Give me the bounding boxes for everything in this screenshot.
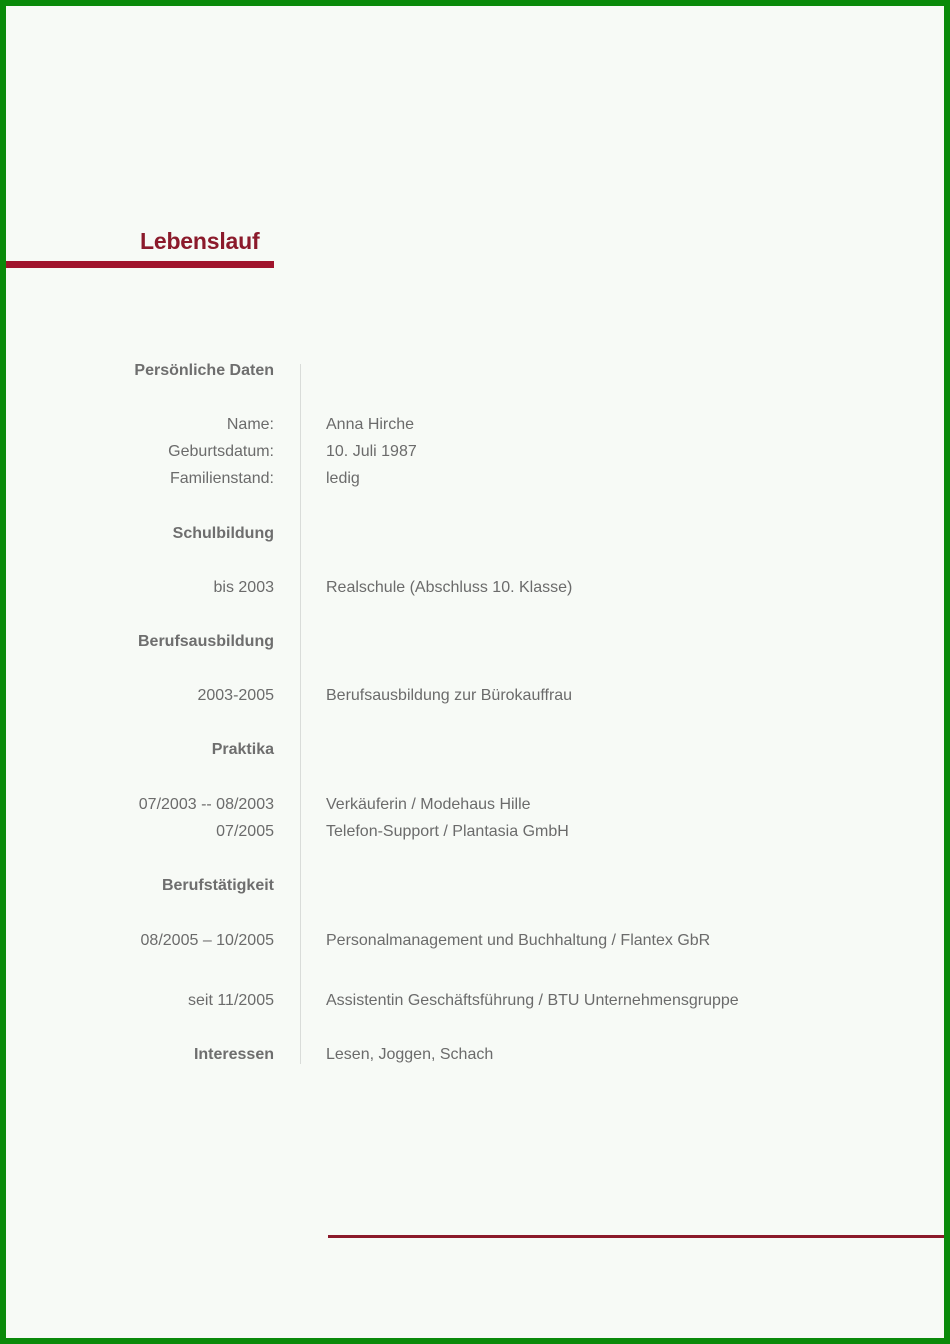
section-interests [6,1044,944,1066]
cv-page [6,6,944,1338]
entry-text: Personalmanagement und Buchhaltung / Flantex GbR [326,932,711,949]
title-underline [6,261,274,268]
name-label: Name: [226,416,274,433]
section-heading: Berufsausbildung [137,633,274,650]
section-heading: Praktika [211,741,274,758]
entry-text: Realschule (Abschluss 10. Klasse) [326,579,573,596]
entry-date: 07/2003 -- 08/2003 [138,796,274,813]
status-value: ledig [326,470,360,487]
entry-date: 08/2005 – 10/2005 [140,932,274,949]
section-employment [6,875,944,897]
section-internships [6,739,944,761]
entry-text: Berufsausbildung zur Bürokauffrau [326,687,573,704]
birth-value: 10. Juli 1987 [326,443,417,460]
section-heading: Persönliche Daten [134,362,274,379]
status-label: Familienstand: [169,470,274,487]
school-entry-row [6,577,944,599]
section-school [6,523,944,545]
section-personal-data [6,360,944,382]
interests-text: Lesen, Joggen, Schach [326,1046,494,1063]
section-heading: Schulbildung [172,525,274,542]
internship-entry-row [6,821,944,843]
entry-date: seit 11/2005 [188,992,274,1009]
entry-date: 2003-2005 [197,687,274,704]
personal-status-row [6,468,944,490]
employment-entry-row [6,930,944,952]
entry-text: Verkäuferin / Modehaus Hille [326,796,531,813]
training-entry-row [6,685,944,707]
entry-date: 07/2005 [216,823,274,840]
personal-name-row [6,414,944,436]
personal-birth-row [6,441,944,463]
name-value: Anna Hirche [326,416,415,433]
employment-entry-row [6,990,944,1012]
entry-text: Telefon-Support / Plantasia GmbH [326,823,569,840]
internship-entry-row [6,794,944,816]
document-title: Lebenslauf [140,228,260,254]
section-training [6,631,944,653]
entry-date: bis 2003 [213,579,274,596]
footer-rule [328,1235,944,1238]
section-heading: Interessen [193,1046,274,1063]
section-heading: Berufstätigkeit [161,877,274,894]
entry-text: Assistentin Geschäftsführung / BTU Unternehmensgruppe [326,992,739,1009]
birth-label: Geburtsdatum: [168,443,274,460]
